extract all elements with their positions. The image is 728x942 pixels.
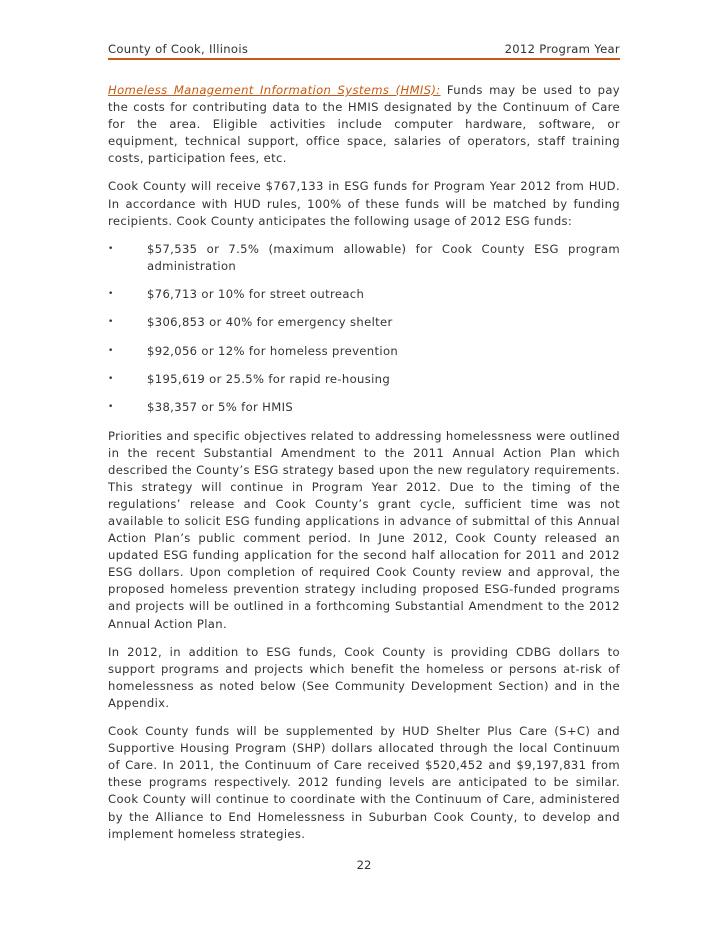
bullet-icon: • [108,289,114,300]
list-item [108,314,620,331]
bullet-icon: • [108,317,114,328]
list-item-text: $38,357 or 5% for HMIS [147,400,294,415]
hmis-text: Funds may be used to pay the costs for contributing data to the HMIS designated by the Continuum of Care for the area. Eligible activities include computer hardware, software, or equipment, technical support, office space, salaries of operators, staff training costs, participation fees, etc. [108,83,620,166]
hmis-paragraph [108,82,620,167]
bullet-icon: • [108,345,114,356]
bullet-icon: • [108,402,114,413]
bullet-icon: • [108,243,114,254]
esg-paragraph: Cook County will receive $767,133 in ESG funds for Program Year 2012 from HUD. In accordance with HUD rules, 100% of these funds will be matched by funding recipients. Cook County anticipates the following usage of 2012 ESG funds: [108,179,620,228]
list-item-text: $306,853 or 40% for emergency shelter [147,315,393,330]
list-item-text: $57,535 or 7.5% (maximum allowable) for Cook County ESG program administration [147,241,620,273]
list-item [108,286,620,303]
list-item-text: $195,619 or 25.5% for rapid re-housing [147,371,391,386]
list-item [108,241,620,275]
priorities-paragraph: Priorities and specific objectives related to addressing homelessness were outlined in the recent Substantial Amendment to the 2011 Annual Action Plan which described the County’s ESG strategy based upon the new regulatory requirements. This strategy will continue in Program Year 2012. Due to the timing of the regulations’ release and Cook County’s grant cycle, sufficient time was not available to solicit ESG funding applications in advance of submittal of this Annual Action Plan’s public comment period. In June 2012, Cook County released an updated ESG funding application for the second half allocation for 2011 and 2012 ESG dollars. Upon completion of required Cook County review and approval, the proposed homeless prevention strategy including proposed ESG-funded programs and projects will be outlined in a forthcoming Substantial Amendment to the 2012 Annual Action Plan. [108,428,620,631]
header-county: County of Cook, Illinois [108,42,249,56]
list-item [108,371,620,388]
list-item-text: $92,056 or 12% for homeless prevention [147,343,399,358]
cdbg-paragraph: In 2012, in addition to ESG funds, Cook County is providing CDBG dollars to support programs and projects which benefit the homeless or persons at-risk of homelessness as noted below (See Community Development Section) and in the Appendix. [108,644,620,710]
hmis-heading: Homeless Management Information Systems (HMIS): [108,83,441,97]
page-number: 22 [356,858,372,872]
list-item [108,343,620,360]
continuum-funds-paragraph: Cook County funds will be supplemented by HUD Shelter Plus Care (S+C) and Supportive Housing Program (SHP) dollars allocated through the local Continuum of Care. In 2011, the Continuum of Care received $520,452 and $9,197,831 from these programs respectively. 2012 funding levels are anticipated to be similar. Cook County will continue to coordinate with the Continuum of Care, administered by the Alliance to End Homelessness in Suburban Cook County, to develop and implement homeless strategies. [108,724,620,841]
list-item [108,399,620,416]
header-rule [108,58,620,60]
list-item-text: $76,713 or 10% for street outreach [147,287,365,302]
bullet-icon: • [108,373,114,384]
esg-usage-list [108,241,620,417]
header-program-year: 2012 Program Year [504,42,620,56]
page-header [108,39,620,59]
page-body [108,82,620,854]
